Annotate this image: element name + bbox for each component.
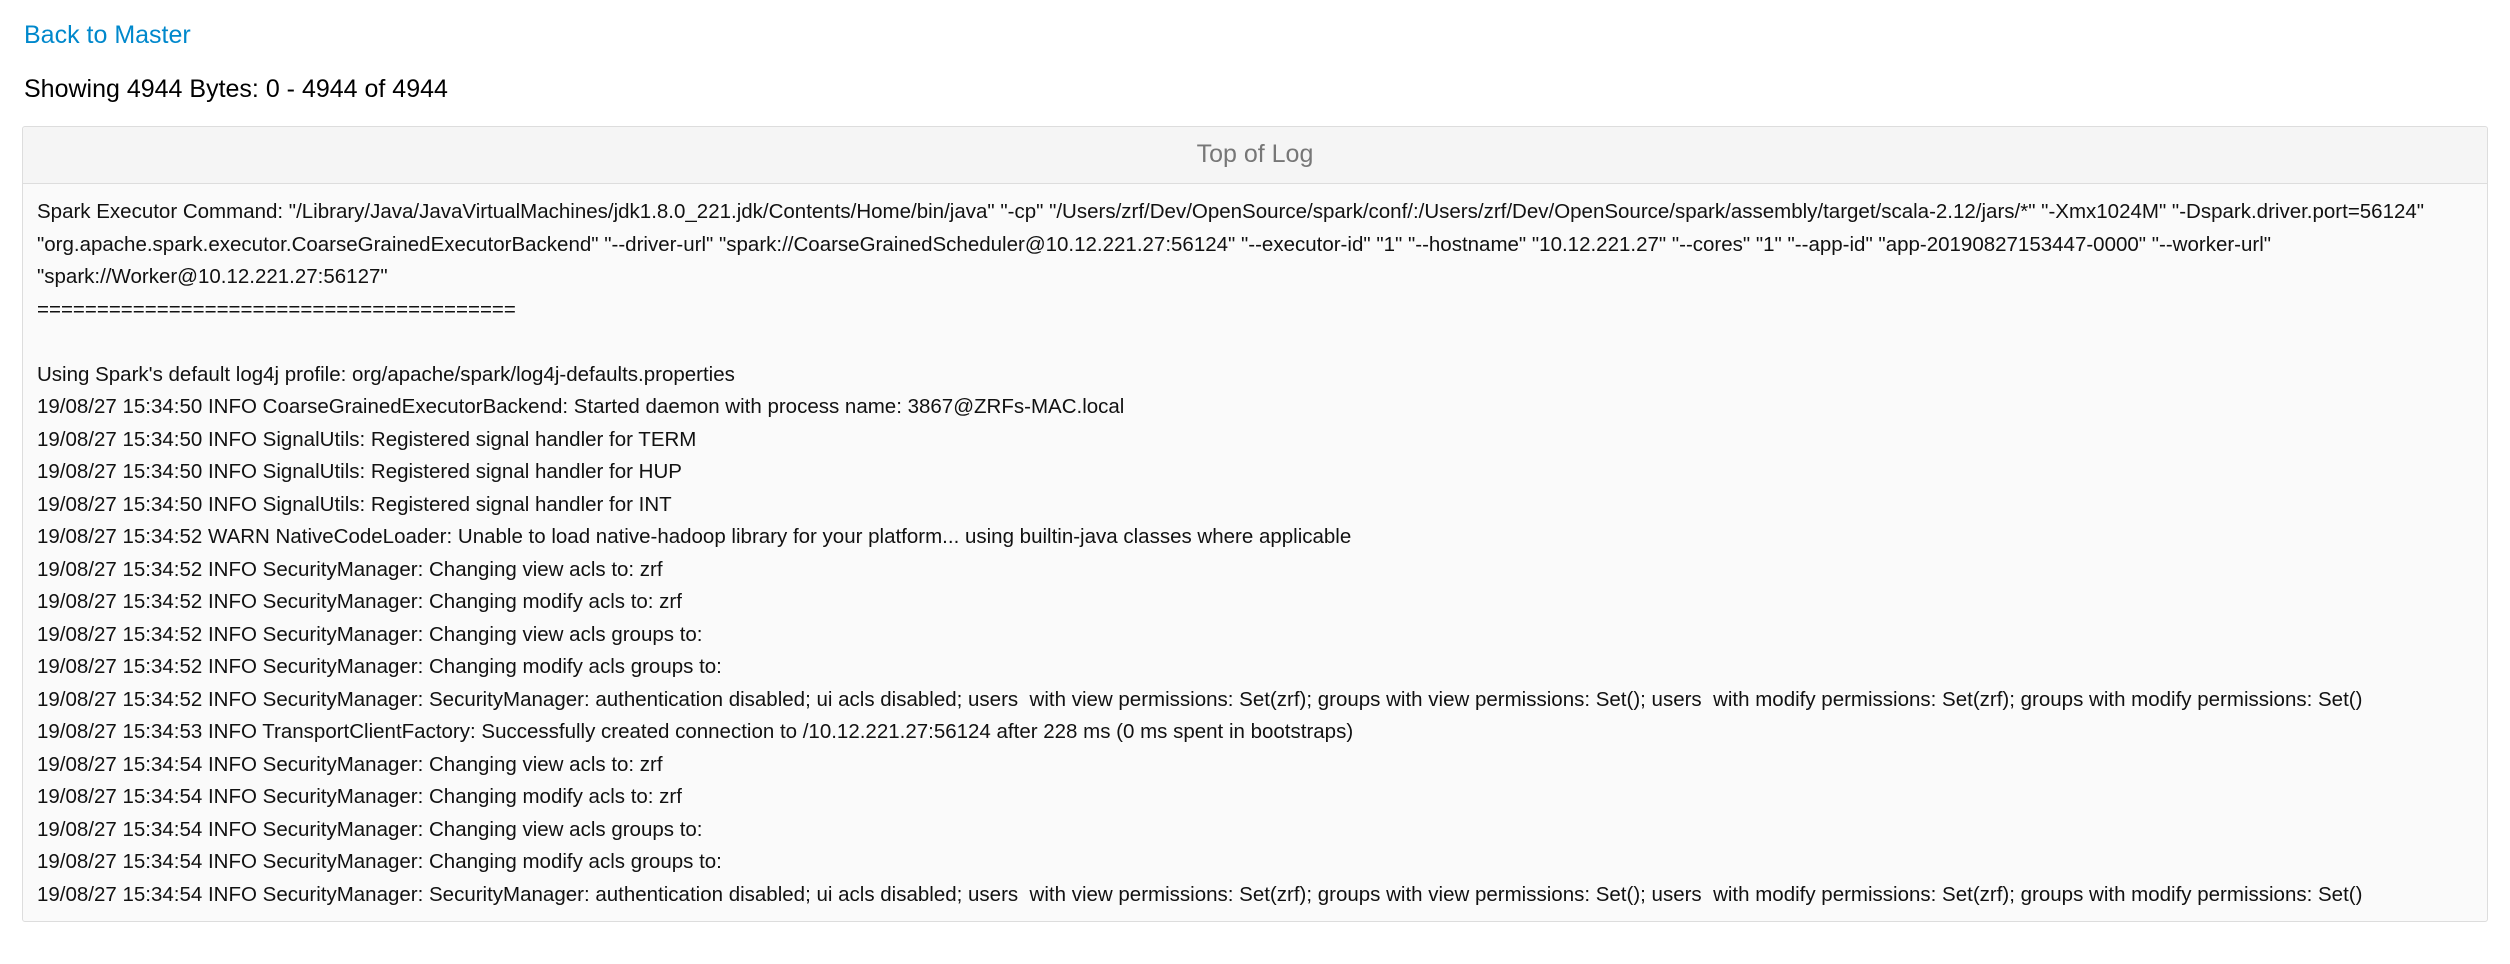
log-line: Spark Executor Command: "/Library/Java/JavaVirtualMachines/jdk1.8.0_221.jdk/Contents/Home/bin/java" "-cp" "/Users/zrf/Dev/OpenSource/spark/conf/:/Users/zrf/Dev/OpenSource/spark/assembly/target/scala-2.12/jars/*" "-Xmx1024M" "-Dspark.driver.port=56124" "org.apache.spark.executor.CoarseGrainedExecutorBackend" "--driver-url" "spark://CoarseGrainedScheduler@10.12.221.27:56124" "--executor-id" "1" "--hostname" "10.12.221.27" "--cores" "1" "--app-id" "app-20190827153447-0000" "--worker-url" "spark://Worker@10.12.221.27:56127" <box>37 200 2430 288</box>
log-line: 19/08/27 15:34:50 INFO SignalUtils: Registered signal handler for INT <box>37 492 672 516</box>
log-line: 19/08/27 15:34:52 INFO SecurityManager: Changing modify acls to: zrf <box>37 590 682 613</box>
log-line: 19/08/27 15:34:53 INFO TransportClientFactory: Successfully created connection to /10.12.221.27:56124 after 228 ms (0 ms spent in bootstraps) <box>37 720 1354 743</box>
log-line <box>37 326 2473 359</box>
log-line: 19/08/27 15:34:50 INFO SignalUtils: Registered signal handler for HUP <box>37 460 682 483</box>
log-panel <box>22 126 2488 922</box>
log-line: 19/08/27 15:34:54 INFO SecurityManager: Changing view acls to: zrf <box>37 752 663 776</box>
log-line: 19/08/27 15:34:52 INFO SecurityManager: Changing modify acls groups to: <box>37 655 722 678</box>
log-line: 19/08/27 15:34:52 INFO SecurityManager: Changing view acls to: zrf <box>37 557 663 581</box>
log-line: 19/08/27 15:34:50 INFO SignalUtils: Registered signal handler for TERM <box>37 427 697 451</box>
log-line: 19/08/27 15:34:54 INFO SecurityManager: Changing modify acls groups to: <box>37 850 722 873</box>
log-line: 19/08/27 15:34:50 INFO CoarseGrainedExecutorBackend: Started daemon with process name: 3867@ZRFs-MAC.local <box>37 395 1125 418</box>
log-line: Using Spark's default log4j profile: org/apache/spark/log4j-defaults.properties <box>37 362 735 386</box>
log-line: ======================================== <box>37 297 516 321</box>
log-line: 19/08/27 15:34:54 INFO SecurityManager: Changing modify acls to: zrf <box>37 785 682 808</box>
log-panel-header: Top of Log <box>23 127 2487 184</box>
log-line: 19/08/27 15:34:52 INFO SecurityManager: Changing view acls groups to: <box>37 622 703 646</box>
log-content[interactable] <box>23 184 2487 921</box>
back-to-master-link[interactable]: Back to Master <box>24 21 191 49</box>
log-line: 19/08/27 15:34:52 WARN NativeCodeLoader: Unable to load native-hadoop library for your platform... using builtin-java classes where applicable <box>37 525 1352 548</box>
showing-bytes-status: Showing 4944 Bytes: 0 - 4944 of 4944 <box>24 75 448 103</box>
log-line: 19/08/27 15:34:54 INFO SecurityManager: Changing view acls groups to: <box>37 817 703 841</box>
log-line: 19/08/27 15:34:54 INFO SecurityManager: SecurityManager: authentication disabled; ui acls disabled; users with view permissions: Set(zrf); groups with view permissions: Set(); users with modify permissions: Set(zrf); groups with modify permissions: Set() <box>37 882 2363 906</box>
log-line: 19/08/27 15:34:52 INFO SecurityManager: SecurityManager: authentication disabled; ui acls disabled; users with view permissions: Set(zrf); groups with view permissions: Set(); users with modify permissions: Set(zrf); groups with modify permissions: Set() <box>37 687 2363 711</box>
